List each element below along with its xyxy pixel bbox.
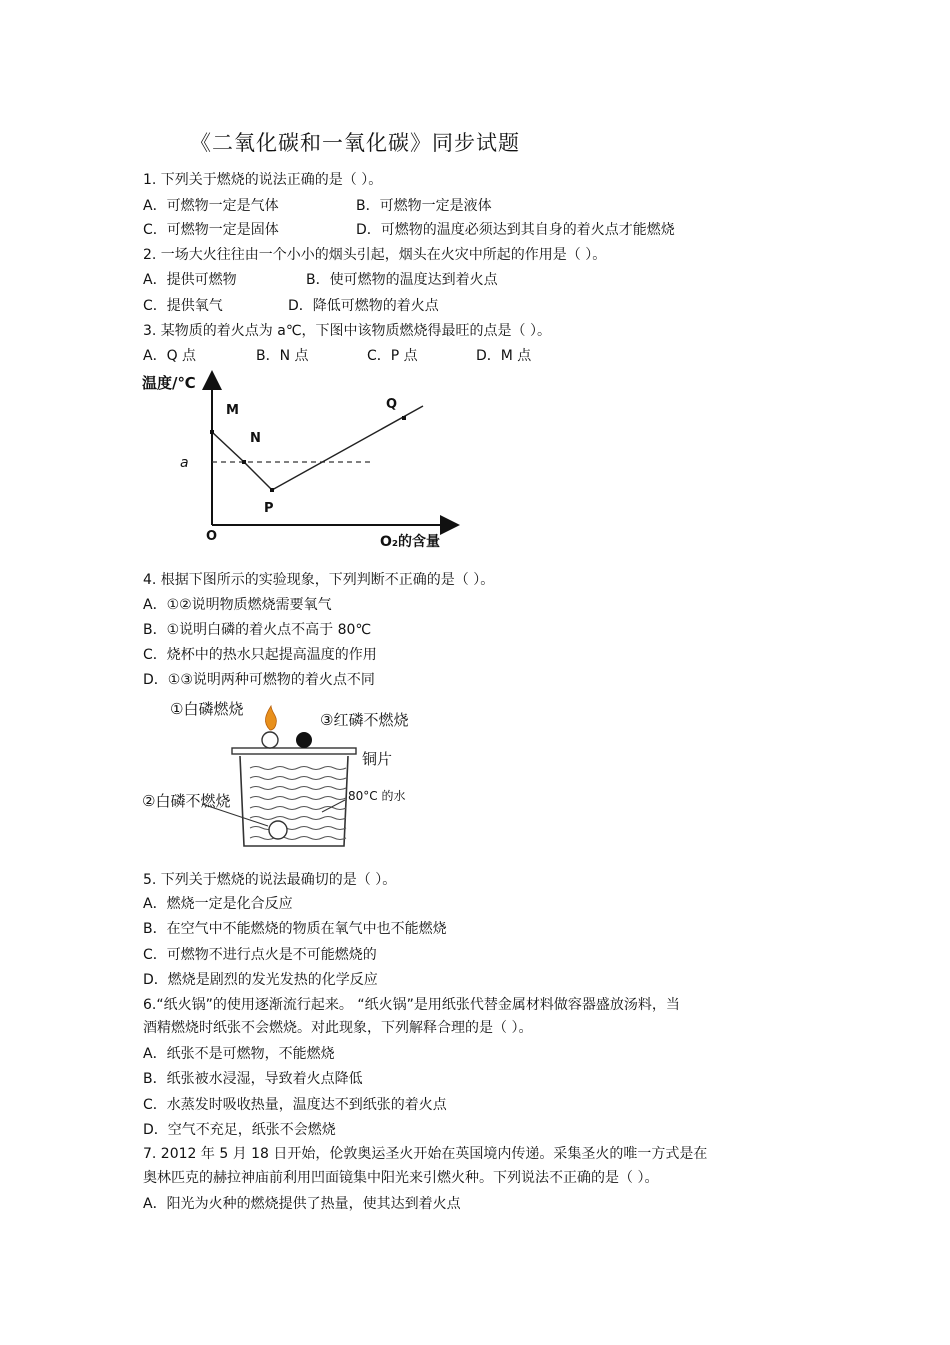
temperature-oxygen-graph bbox=[140, 368, 460, 553]
question-4-option-c: C．烧杯中的热水只起提高温度的作用 bbox=[143, 647, 377, 663]
temperature-curve bbox=[212, 406, 423, 490]
label-white-phosphorus-underwater: ②白磷不燃烧 bbox=[142, 792, 231, 810]
question-7-stem-line2: 奥林匹克的赫拉神庙前利用凹面镜集中阳光来引燃火种。下列说法不正确的是（ ）。 bbox=[143, 1170, 659, 1186]
flame-icon bbox=[265, 706, 276, 730]
copper-plate bbox=[232, 748, 356, 754]
question-6-option-b: B．纸张被水浸湿，导致着火点降低 bbox=[143, 1071, 363, 1087]
question-6-stem-line1: 6.“纸火锅”的使用逐渐流行起来。 “纸火锅”是用纸张代替金属材料做容器盛放汤料，当 bbox=[143, 997, 680, 1013]
question-3-stem: 3. 某物质的着火点为 a℃，下图中该物质燃烧得最旺的点是（ ）。 bbox=[143, 323, 552, 339]
question-4-option-a: A．①②说明物质燃烧需要氧气 bbox=[143, 597, 332, 613]
point-m-label: M bbox=[226, 403, 239, 418]
point-q-label: Q bbox=[386, 397, 398, 412]
question-4-option-b: B．①说明白磷的着火点不高于 80℃ bbox=[143, 622, 372, 638]
question-1-option-c: C．可燃物一定是固体 bbox=[143, 222, 279, 238]
question-5-option-d: D．燃烧是剧烈的发光发热的化学反应 bbox=[143, 972, 378, 988]
x-axis-label: O₂的含量 bbox=[380, 534, 441, 550]
point-p-marker bbox=[270, 488, 274, 492]
question-7-stem-line1: 7. 2012 年 5 月 18 日开始，伦敦奥运圣火开始在英国境内传递。采集圣火的唯一方式是在 bbox=[143, 1146, 708, 1162]
question-4-option-d: D．①③说明两种可燃物的着火点不同 bbox=[143, 672, 375, 688]
point-p-label: P bbox=[264, 501, 274, 516]
question-6-option-c: C．水蒸发时吸收热量，温度达不到纸张的着火点 bbox=[143, 1097, 447, 1113]
point-n-label: N bbox=[250, 431, 261, 446]
question-3-option-a: A．Q 点 bbox=[143, 348, 197, 364]
y-axis-label: 温度/℃ bbox=[142, 374, 196, 392]
question-1-option-a: A．可燃物一定是气体 bbox=[143, 198, 279, 214]
leader-line-water bbox=[322, 800, 345, 812]
question-2-option-d: D．降低可燃物的着火点 bbox=[288, 298, 439, 314]
question-3-option-c: C．P 点 bbox=[367, 348, 418, 364]
phosphorus-experiment-figure bbox=[140, 696, 430, 856]
question-2-option-a: A．提供可燃物 bbox=[143, 272, 237, 288]
point-q-marker bbox=[402, 416, 406, 420]
question-5-stem: 5. 下列关于燃烧的说法最确切的是（ ）。 bbox=[143, 872, 397, 888]
question-6-option-a: A．纸张不是可燃物，不能燃烧 bbox=[143, 1046, 335, 1062]
question-7-option-a: A．阳光为火种的燃烧提供了热量，使其达到着火点 bbox=[143, 1196, 461, 1212]
question-3-option-d: D．M 点 bbox=[476, 348, 532, 364]
question-5-option-a: A．燃烧一定是化合反应 bbox=[143, 896, 293, 912]
question-1-stem: 1. 下列关于燃烧的说法正确的是（ ）。 bbox=[143, 172, 383, 188]
label-white-phosphorus-burning: ①白磷燃烧 bbox=[170, 700, 244, 718]
question-2-option-c: C．提供氧气 bbox=[143, 298, 223, 314]
question-5-option-c: C．可燃物不进行点火是不可能燃烧的 bbox=[143, 947, 377, 963]
red-phosphorus bbox=[296, 732, 312, 748]
page-title: 《二氧化碳和一氧化碳》同步试题 bbox=[190, 131, 520, 155]
question-6-stem-line2: 酒精燃烧时纸张不会燃烧。对此现象，下列解释合理的是（ ）。 bbox=[143, 1020, 533, 1036]
question-4-stem: 4. 根据下图所示的实验现象，下列判断不正确的是（ ）。 bbox=[143, 572, 495, 588]
white-phosphorus-burning bbox=[262, 732, 278, 748]
label-red-phosphorus: ③红磷不燃烧 bbox=[320, 711, 409, 729]
question-1-option-b: B．可燃物一定是液体 bbox=[356, 198, 492, 214]
question-1-option-d: D．可燃物的温度必须达到其自身的着火点才能燃烧 bbox=[356, 222, 675, 238]
label-copper-plate: 铜片 bbox=[362, 750, 393, 768]
point-n-marker bbox=[242, 460, 246, 464]
question-5-option-b: B．在空气中不能燃烧的物质在氧气中也不能燃烧 bbox=[143, 921, 447, 937]
a-label: a bbox=[180, 455, 189, 471]
question-2-stem: 2. 一场大火往往由一个小小的烟头引起，烟头在火灾中所起的作用是（ ）。 bbox=[143, 247, 607, 263]
label-hot-water: 80°C 的水 bbox=[348, 789, 406, 803]
point-m-marker bbox=[210, 430, 214, 434]
question-6-option-d: D．空气不充足，纸张不会燃烧 bbox=[143, 1122, 336, 1138]
question-2-option-b: B．使可燃物的温度达到着火点 bbox=[306, 272, 498, 288]
question-3-option-b: B．N 点 bbox=[256, 348, 309, 364]
white-phosphorus-underwater bbox=[269, 821, 287, 839]
origin-label: O bbox=[206, 529, 218, 544]
hot-water bbox=[250, 767, 346, 840]
